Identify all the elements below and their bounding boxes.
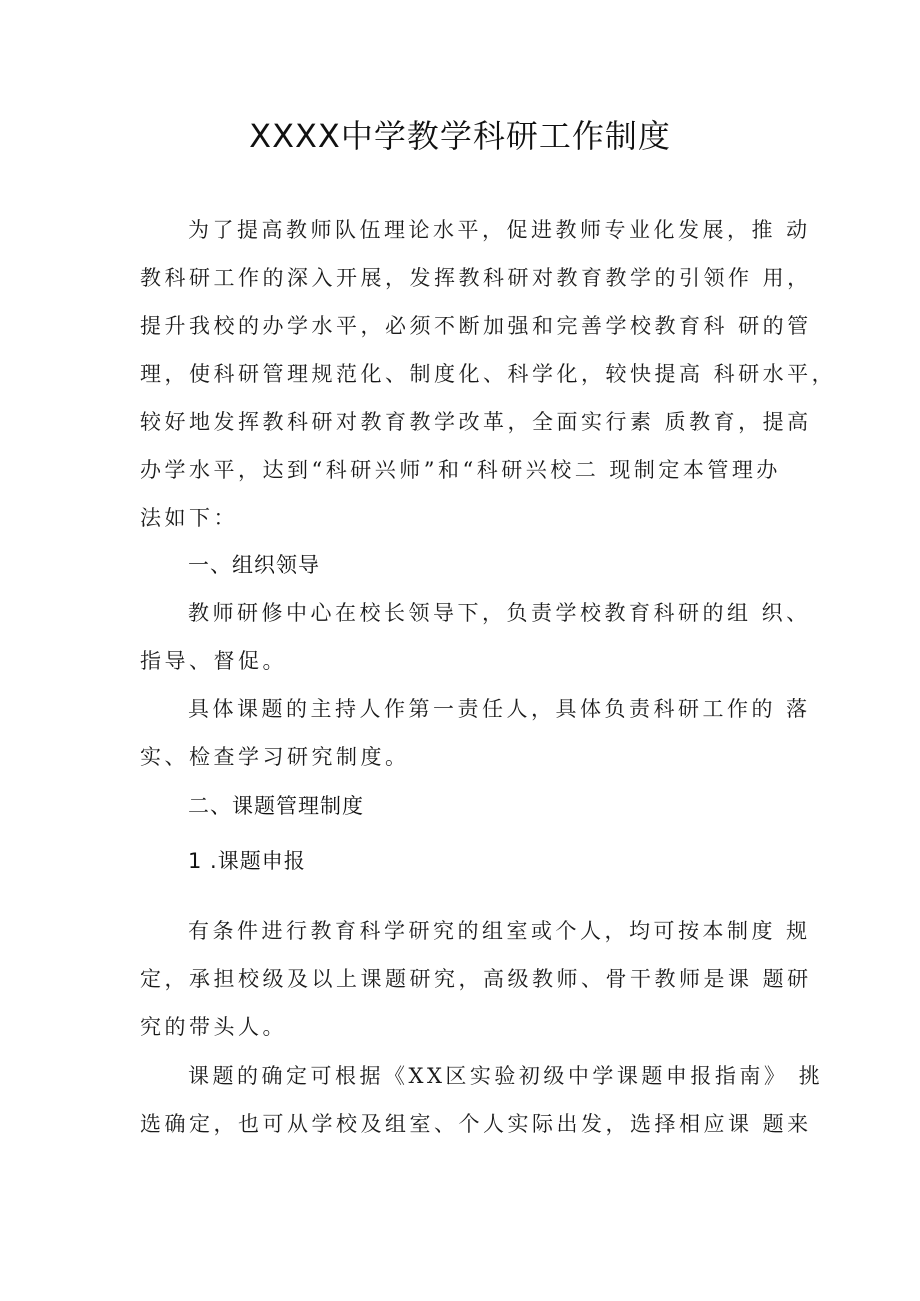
paragraph-line: 教师研修中心在校长领导下，负责学校教育科研的组 织、 [188,601,811,625]
paragraph-line: 究的带头人。 [140,1015,287,1039]
paragraph-line: 具体课题的主持人作第一责任人，具体负责科研工作的 落 [188,697,811,721]
paragraph-line: 选确定，也可从学校及组室、个人实际出发，选择相应课 题来 [140,1112,812,1136]
paragraph-line: 有条件进行教育科学研究的组室或个人，均可按本制度 规 [188,919,811,943]
paragraph-line: 实、检查学习研究制度。 [140,745,410,769]
intro-line: 为了提高教师队伍理论水平，促进教师专业化发展，推 动 [188,218,811,242]
intro-line: 办学水平，达到“科研兴师”和“科研兴校二 现制定本管理办 [140,458,781,482]
paragraph-line: 指导、督促。 [140,649,287,673]
intro-line: 提升我校的办学水平，必须不断加强和完善学校教育科 研的管 [140,314,812,338]
paragraph-line: 定，承担校级及以上课题研究，高级教师、骨干教师是课 题研 [140,967,812,991]
document-title: XXXX中学教学科研工作制度 [249,117,671,155]
intro-line: 教科研工作的深入开展，发挥教科研对教育教学的引领作 用， [140,266,812,290]
section-heading: 二、课题管理制度 [188,794,364,818]
section-heading: 一、组织领导 [188,553,320,577]
intro-line: 理，使科研管理规范化、制度化、科学化，较快提高 科研水平， [140,362,837,386]
paragraph-line: 课题的确定可根据《XX区实验初级中学课题申报指南》 挑 [188,1064,824,1088]
subsection-heading: 1 .课题申报 [188,849,306,873]
intro-line: 法如下： [140,506,238,530]
intro-line: 较好地发挥教科研对教育教学改革，全面实行素 质教育，提高 [140,410,812,434]
